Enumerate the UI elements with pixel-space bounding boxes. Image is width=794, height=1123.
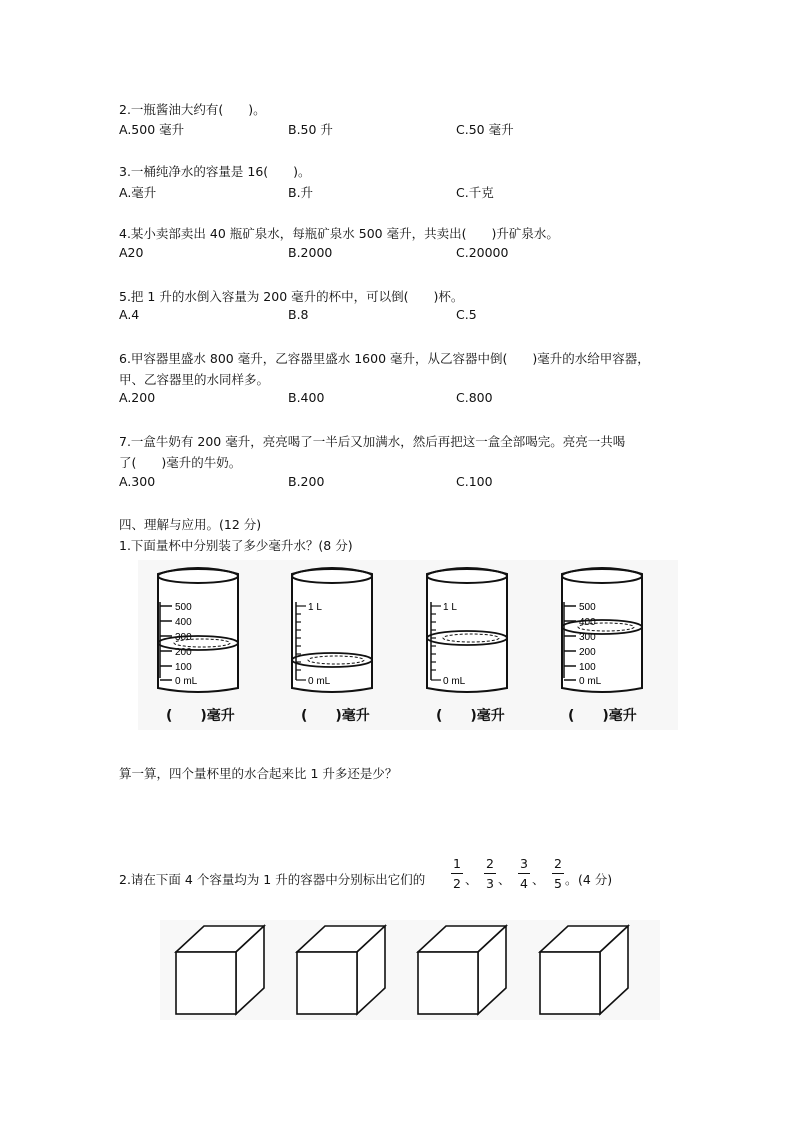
question-6-stem-line2: 甲、乙容器里的水同样多。 bbox=[119, 372, 270, 387]
beaker-2-answer: ( )毫升 bbox=[301, 708, 370, 724]
beaker-1-tick-500: 500 bbox=[175, 602, 192, 613]
fraction-1-denominator: 2 bbox=[453, 876, 461, 891]
beaker-4-tick-0: 0 mL bbox=[579, 676, 602, 687]
question-6-option-c: C.800 bbox=[456, 390, 493, 405]
question-6-stem-line1: 6.甲容器里盛水 800 毫升，乙容器里盛水 1600 毫升，从乙容器中倒( )毫升的水给甲容器， bbox=[119, 351, 650, 366]
question-2-stem: 2.一瓶酱油大约有( )。 bbox=[119, 102, 266, 117]
beaker-2-tick-0: 0 mL bbox=[308, 676, 331, 687]
question-5-option-c: C.5 bbox=[456, 307, 477, 322]
container-1 bbox=[176, 926, 264, 1014]
beaker-1-tick-100: 100 bbox=[175, 662, 192, 673]
fraction-4-denominator: 5 bbox=[554, 876, 562, 891]
separator-4: 。 bbox=[565, 872, 578, 887]
fraction-3-numerator: 3 bbox=[520, 856, 528, 871]
question-5-stem: 5.把 1 升的水倒入容量为 200 毫升的杯中，可以倒( )杯。 bbox=[119, 289, 464, 304]
fraction-4 bbox=[552, 856, 564, 891]
beaker-2 bbox=[292, 568, 372, 692]
question-3-option-a: A.毫升 bbox=[119, 185, 157, 200]
question-3-option-c: C.千克 bbox=[456, 185, 494, 200]
beaker-3-tick-1l: 1 L bbox=[443, 602, 457, 613]
beaker-1-tick-400: 400 bbox=[175, 617, 192, 628]
question-4-option-b: B.2000 bbox=[288, 245, 333, 260]
beaker-3-tick-0: 0 mL bbox=[443, 676, 466, 687]
beaker-1-tick-0: 0 mL bbox=[175, 676, 198, 687]
fraction-1 bbox=[451, 856, 463, 891]
question-4-option-a: A20 bbox=[119, 245, 144, 260]
fraction-3 bbox=[518, 856, 530, 891]
question-7-stem-line2: 了( )毫升的牛奶。 bbox=[119, 455, 242, 470]
question-7-option-a: A.300 bbox=[119, 474, 156, 489]
question-2-option-a: A.500 毫升 bbox=[119, 122, 185, 137]
question-3-stem: 3.一桶纯净水的容量是 16( )。 bbox=[119, 164, 311, 179]
question-6-option-b: B.400 bbox=[288, 390, 325, 405]
question-4-stem: 4.某小卖部卖出 40 瓶矿泉水，每瓶矿泉水 500 毫升，共卖出( )升矿泉水。 bbox=[119, 226, 559, 241]
container-4 bbox=[540, 926, 628, 1014]
separator-3: 、 bbox=[532, 872, 545, 887]
separator-1: 、 bbox=[465, 872, 478, 887]
beaker-4-tick-100: 100 bbox=[579, 662, 596, 673]
beaker-4-tick-500: 500 bbox=[579, 602, 596, 613]
container-3 bbox=[418, 926, 506, 1014]
calc-question: 算一算，四个量杯里的水合起来比 1 升多还是少？ bbox=[119, 766, 398, 781]
beaker-1-tick-300: 300 bbox=[175, 632, 192, 643]
beaker-2-tick-1l: 1 L bbox=[308, 602, 322, 613]
fraction-4-numerator: 2 bbox=[554, 856, 562, 871]
separator-2: 、 bbox=[498, 872, 511, 887]
question-4-option-c: C.20000 bbox=[456, 245, 509, 260]
question-7-option-b: B.200 bbox=[288, 474, 325, 489]
question-6-option-a: A.200 bbox=[119, 390, 156, 405]
section-4-title: 四、理解与应用。(12 分) bbox=[119, 517, 262, 532]
question-5-option-b: B.8 bbox=[288, 307, 309, 322]
beaker-1-tick-200: 200 bbox=[175, 647, 192, 658]
beaker-4 bbox=[562, 568, 642, 692]
fraction-2-denominator: 3 bbox=[486, 876, 494, 891]
section-4-question-1: 1.下面量杯中分别装了多少毫升水？(8 分) bbox=[119, 538, 353, 553]
question-7-stem-line1: 7.一盒牛奶有 200 毫升，亮亮喝了一半后又加满水，然后再把这一盒全部喝完。亮亮一共喝 bbox=[119, 434, 626, 449]
question-5-option-a: A.4 bbox=[119, 307, 140, 322]
beaker-4-tick-300: 300 bbox=[579, 632, 596, 643]
beaker-4-tick-400: 400 bbox=[579, 617, 596, 628]
beaker-1-answer: ( )毫升 bbox=[166, 708, 235, 724]
beaker-4-tick-200: 200 bbox=[579, 647, 596, 658]
question-2-option-b: B.50 升 bbox=[288, 122, 333, 137]
fraction-3-denominator: 4 bbox=[520, 876, 528, 891]
beaker-1 bbox=[158, 568, 238, 692]
question-3-option-b: B.升 bbox=[288, 185, 314, 200]
beaker-4-answer: ( )毫升 bbox=[568, 708, 637, 724]
section-4-question-2: 2.请在下面 4 个容量均为 1 升的容器中分别标出它们的 bbox=[119, 872, 426, 887]
section-4-question-2-points: (4 分) bbox=[578, 872, 613, 887]
fraction-1-numerator: 1 bbox=[453, 856, 461, 871]
container-2 bbox=[297, 926, 385, 1014]
question-7-option-c: C.100 bbox=[456, 474, 493, 489]
fraction-2 bbox=[484, 856, 496, 891]
question-2-option-c: C.50 毫升 bbox=[456, 122, 514, 137]
beaker-3 bbox=[427, 568, 507, 692]
fraction-2-numerator: 2 bbox=[486, 856, 494, 871]
beaker-3-answer: ( )毫升 bbox=[436, 708, 505, 724]
containers-figure bbox=[160, 920, 660, 1020]
